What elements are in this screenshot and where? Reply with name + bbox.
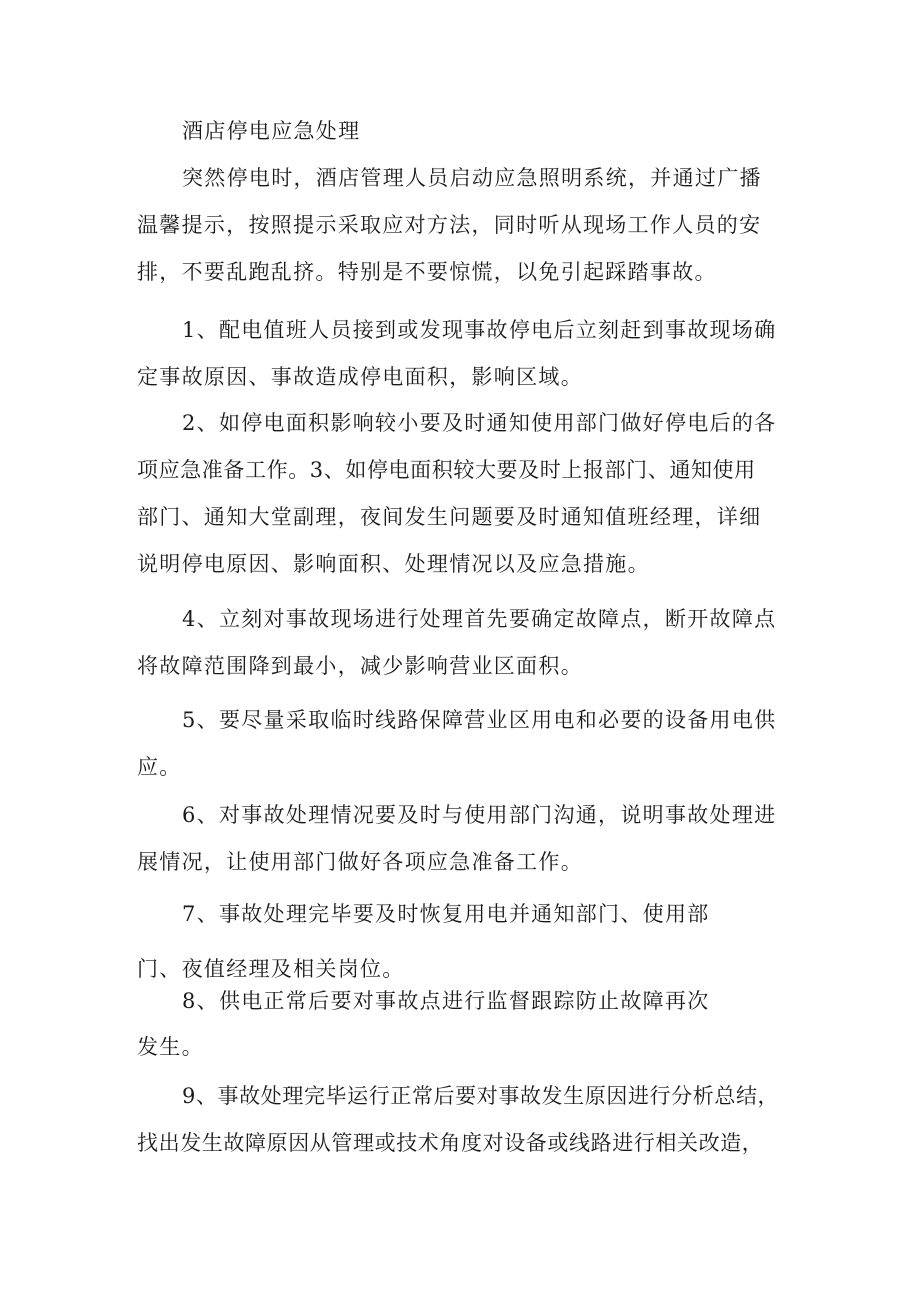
- text-line: 部门、通知大堂副理，夜间发生问题要及时通知值班经理，详细: [137, 505, 762, 529]
- text-line: 5、要尽量采取临时线路保障营业区用电和必要的设备用电供: [182, 708, 777, 732]
- text-line: 定事故原因、事故造成停电面积，影响区域。: [137, 365, 583, 389]
- text-line: 4、立刻对事故现场进行处理首先要确定故障点，断开故障点: [182, 607, 777, 631]
- text-line: 项应急准备工作。3、如停电面积较大要及时上报部门、通知使用: [137, 458, 756, 482]
- text-line: 2、如停电面积影响较小要及时通知使用部门做好停电后的各: [182, 411, 777, 435]
- text-line: 找出发生故障原因从管理或技术角度对设备或线路进行相关改造，: [137, 1131, 764, 1155]
- text-line: 突然停电时，酒店管理人员启动应急照明系统，并通过广播: [182, 166, 762, 190]
- text-line: 温馨提示，按照提示采取应对方法，同时听从现场工作人员的安: [137, 213, 762, 237]
- text-line: 展情况，让使用部门做好各项应急准备工作。: [137, 850, 583, 874]
- text-line: 8、供电正常后要对事故点进行监督跟踪防止故障再次: [182, 989, 710, 1013]
- text-line: 6、对事故处理情况要及时与使用部门沟通，说明事故处理进: [182, 803, 777, 827]
- text-line: 发生。: [137, 1035, 204, 1059]
- text-line: 1、配电值班人员接到或发现事故停电后立刻赶到事故现场确: [182, 318, 777, 342]
- text-line: 9、事故处理完毕运行正常后要对事故发生原因进行分析总结，: [182, 1084, 780, 1108]
- text-line: 说明停电原因、影响面积、处理情况以及应急措施。: [137, 552, 650, 576]
- document-title: 酒店停电应急处理: [182, 119, 361, 143]
- text-line: 门、夜值经理及相关岗位。: [137, 957, 405, 981]
- text-line: 将故障范围降到最小，减少影响营业区面积。: [137, 654, 583, 678]
- text-line: 排，不要乱跑乱挤。特别是不要惊慌，以免引起踩踏事故。: [137, 260, 717, 284]
- text-line: 应。: [137, 755, 182, 779]
- text-line: 7、事故处理完毕要及时恢复用电并通知部门、使用部: [182, 902, 710, 926]
